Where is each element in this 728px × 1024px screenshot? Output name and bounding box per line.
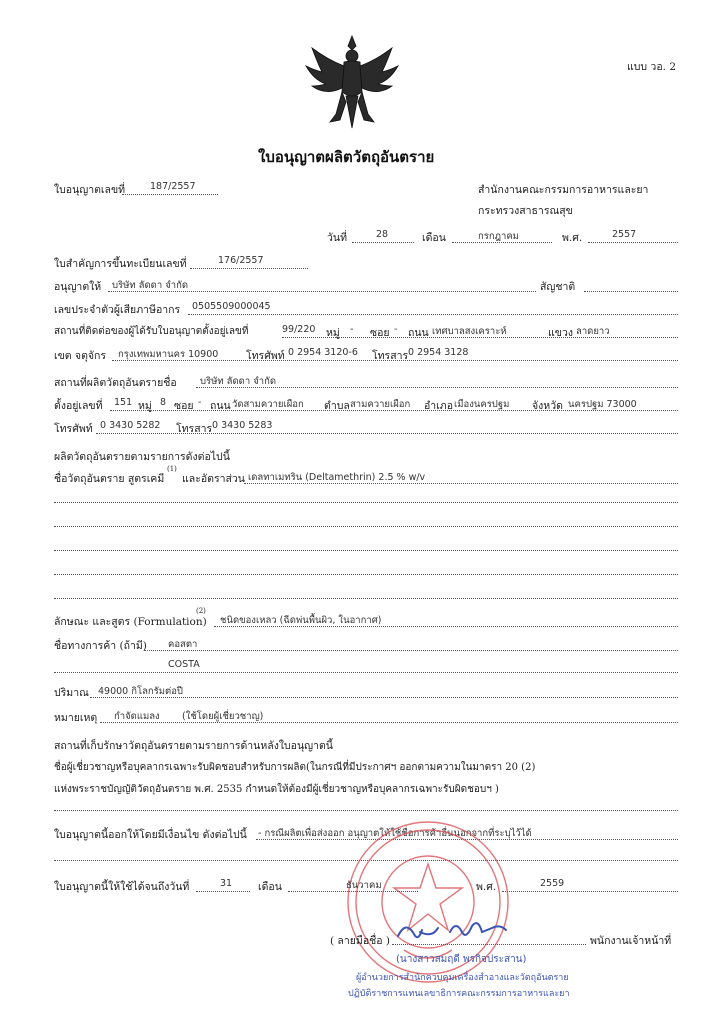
trade-name-label: ชื่อทางการค้า (ถ้ามี)	[54, 640, 147, 652]
contact-no: 99/220	[282, 324, 316, 335]
contact-road-label: ถนน	[408, 327, 429, 339]
contact-road: เทศบาลสงเคราะห์	[432, 326, 507, 337]
contact-khwaeng: ลาดยาว	[576, 326, 610, 337]
date-month: กรกฎาคม	[478, 231, 519, 242]
factory-fax: 0 3430 5283	[212, 420, 273, 431]
contact-moo: -	[350, 324, 354, 335]
office-line-1: สำนักงานคณะกรรมการอาหารและยา	[478, 184, 649, 196]
license-no-value: 187/2557	[150, 181, 196, 192]
remark-value: กำจัดแมลง	[114, 711, 160, 722]
contact-tel: 0 2954 3120-6	[288, 347, 358, 358]
contact-moo-label: หมู่	[326, 327, 340, 339]
substance-ratio-label: และอัตราส่วน	[182, 473, 245, 485]
factory-moo-label: หมู่	[138, 400, 152, 412]
signature-role: พนักงานเจ้าหน้าที่	[590, 935, 672, 947]
contact-khet-label: เขต จตุจักร	[54, 350, 107, 362]
factory-tambon: สามควายเผือก	[350, 399, 411, 410]
garuda-emblem-icon	[300, 30, 404, 134]
date-year: 2557	[612, 229, 637, 240]
remark-note: (ใช้โดยผู้เชี่ยวชาญ)	[182, 711, 264, 722]
contact-label: สถานที่ติดต่อของผู้ได้รับใบอนุญาตตั้งอยู่เลขที่	[54, 326, 249, 337]
substance-label: ชื่อวัตถุอันตราย สูตรเคมี	[54, 473, 165, 485]
registration-value: 176/2557	[218, 255, 264, 266]
factory-no: 151	[114, 397, 133, 408]
storage-text: สถานที่เก็บรักษาวัตถุอันตรายตามรายการด้านหลังใบอนุญาตนี้	[54, 740, 333, 752]
factory-label: สถานที่ผลิตวัตถุอันตรายชื่อ	[54, 377, 177, 389]
expert-text-2: แห่งพระราชบัญญัติวัตถุอันตราย พ.ศ. 2535 กำหนดให้ต้องมีผู้เชี่ยวชาญหรือบุคลากรเฉพาะรับผิดชอบฯ )	[54, 784, 499, 795]
quantity-value: 49000 กิโลกรัมต่อปี	[98, 686, 183, 697]
formulation-label: ลักษณะ และสูตร (Formulation)	[54, 616, 207, 628]
contact-tel-label: โทรศัพท์	[246, 350, 285, 362]
valid-until-month: ธันวาคม	[346, 880, 382, 891]
contact-soi: -	[394, 324, 398, 335]
signature-position-2: ปฏิบัติราชการแทนเลขาธิการคณะกรรมการอาหารและยา	[348, 989, 570, 999]
date-day: 28	[376, 229, 389, 240]
produce-intro: ผลิตวัตถุอันตรายตามรายการดังต่อไปนี้	[54, 451, 230, 463]
conditions-label: ใบอนุญาตนี้ออกให้โดยมีเงื่อนไข ดังต่อไปนี้	[54, 829, 247, 841]
date-year-label: พ.ศ.	[562, 232, 583, 244]
valid-until-year-label: พ.ศ.	[476, 881, 497, 893]
factory-soi-label: ซอย	[174, 400, 194, 412]
factory-road: วัดสามควายเผือก	[232, 399, 304, 410]
contact-fax-label: โทรสาร	[372, 350, 409, 362]
contact-khwaeng-label: แขวง	[548, 327, 573, 339]
substance-value: เดลทาเมทริน (Deltamethrin) 2.5 % w/v	[248, 472, 426, 483]
expert-text-1: ชื่อผู้เชี่ยวชาญหรือบุคลากรเฉพาะรับผิดชอบสำหรับการผลิต(ในกรณีที่มีประกาศฯ ออกตามความในมาตรา 20 (2)	[54, 762, 536, 773]
license-no-label: ใบอนุญาตเลขที่	[54, 184, 126, 196]
registration-label: ใบสำคัญการขึ้นทะเบียนเลขที่	[54, 258, 187, 270]
factory-changwat-label: จังหวัด	[532, 400, 563, 412]
trade-name-thai: คอสตา	[168, 639, 198, 650]
factory-road-label: ถนน	[210, 400, 231, 412]
valid-until-month-label: เดือน	[258, 881, 282, 893]
formulation-value: ชนิดของเหลว (ฉีดพ่นพื้นผิว, ในอากาศ)	[220, 615, 382, 626]
trade-name-english: COSTA	[168, 659, 200, 670]
signature-label: ( ลายมือชื่อ )	[330, 935, 391, 947]
factory-soi: -	[198, 397, 202, 408]
factory-tel: 0 3430 5282	[100, 420, 161, 431]
factory-addr-label: ตั้งอยู่เลขที่	[54, 400, 103, 412]
signature-position-1: ผู้อำนวยการสำนักควบคุมเครื่องสำอางและวัตถุอันตราย	[356, 973, 569, 983]
handwritten-signature-icon	[392, 914, 512, 946]
tax-id-value: 0505509000045	[192, 301, 271, 312]
valid-until-year: 2559	[540, 878, 565, 889]
formulation-sup: (2)	[196, 607, 206, 615]
date-day-label: วันที่	[327, 232, 347, 244]
factory-tambon-label: ตำบล	[324, 400, 350, 412]
office-line-2: กระทรวงสาธารณสุข	[478, 205, 573, 217]
valid-until-label: ใบอนุญาตนี้ให้ใช้ได้จนถึงวันที่	[54, 881, 190, 893]
signature-name: (นางสาวสมฤดี พรกิจประสาน)	[396, 954, 527, 965]
conditions-value: - กรณีผลิตเพื่อส่งออก อนุญาตให้ใช้ชื่อการค้าอื่นนอกจากที่ระบุไว้ได้	[258, 828, 532, 839]
quantity-label: ปริมาณ	[54, 687, 89, 699]
factory-changwat: นครปฐม 73000	[568, 399, 637, 410]
page-title: ใบอนุญาตผลิตวัตถุอันตราย	[258, 148, 435, 166]
contact-soi-label: ซอย	[370, 327, 390, 339]
factory-moo: 8	[160, 397, 167, 408]
tax-id-label: เลขประจำตัวผู้เสียภาษีอากร	[54, 304, 181, 316]
contact-fax: 0 2954 3128	[408, 347, 469, 358]
remark-label: หมายเหตุ	[54, 712, 98, 724]
form-code: แบบ วอ. 2	[627, 61, 676, 73]
factory-name: บริษัท ลัดดา จำกัด	[200, 376, 277, 387]
nationality-label: สัญชาติ	[540, 281, 576, 293]
date-month-label: เดือน	[422, 232, 446, 244]
grantee-value: บริษัท ลัดดา จำกัด	[112, 280, 189, 291]
factory-amphoe: เมืองนครปฐม	[454, 399, 510, 410]
factory-amphoe-label: อำเภอ	[424, 400, 454, 412]
substance-sup: (1)	[167, 465, 177, 473]
grantee-label: อนุญาตให้	[54, 281, 102, 293]
factory-fax-label: โทรสาร	[176, 423, 213, 435]
contact-province: กรุงเทพมหานคร 10900	[118, 349, 219, 360]
valid-until-day: 31	[220, 878, 233, 889]
factory-tel-label: โทรศัพท์	[54, 423, 93, 435]
